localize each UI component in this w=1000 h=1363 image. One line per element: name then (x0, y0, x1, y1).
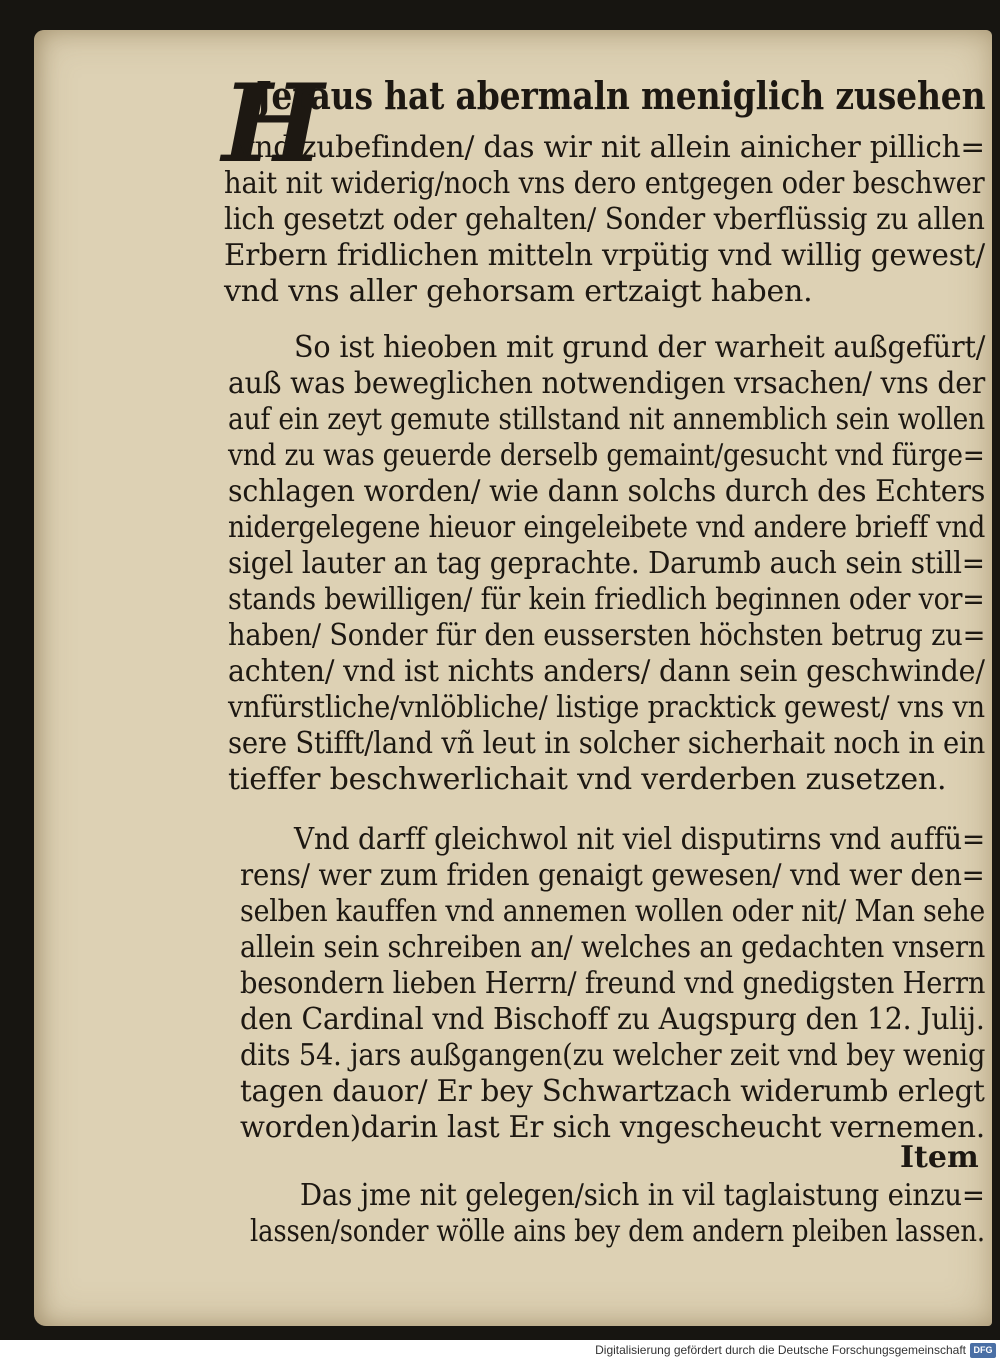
text-line: lich gesetzt oder gehalten/ Sonder vberflüssig zu allen (224, 202, 985, 237)
text-line: besondern lieben Herrn/ freund vnd gnedigsten Herrn (240, 966, 986, 1001)
text-line: dits 54. jars außgangen(zu welcher zeit vnd bey wenig (240, 1038, 986, 1073)
text-line: vnd zu was geuerde derselb gemaint/gesucht vnd fürge= (228, 438, 985, 473)
text-line: So ist hieoben mit grund der warheit außgefürt/ (294, 330, 986, 365)
text-line: vnd vns aller gehorsam ertzaigt haben. (224, 274, 813, 309)
text-line: Erbern fridlichen mitteln vrpütig vnd willig gewest/ (224, 238, 985, 273)
text-line: tagen dauor/ Er bey Schwartzach widerumb erlegt (240, 1074, 985, 1109)
text-line: auß was beweglichen notwendigen vrsachen/ vns der (228, 366, 986, 401)
dfg-logo-icon: DFG (970, 1343, 996, 1358)
text-line: stands bewilligen/ für kein friedlich beginnen oder vor= (228, 582, 985, 617)
text-line: achten/ vnd ist nichts anders/ dann sein geschwinde/ (228, 654, 985, 689)
text-line: Das jme nit gelegen/sich in vil taglaistung einzu= (300, 1178, 985, 1213)
drop-cap: H (222, 61, 325, 187)
footer-bar (0, 1340, 1000, 1363)
text-line: vnfürstliche/vnlöbliche/ listige pracktick gewest/ vns vn (228, 690, 985, 725)
text-line: den Cardinal vnd Bischoff zu Augspurg den 12. Julij. (240, 1002, 985, 1037)
text-line: auf ein zeyt gemute stillstand nit annemblich sein wollen (228, 402, 986, 437)
text-line: lassen/sonder wölle ains bey dem andern pleiben lassen. (250, 1214, 985, 1249)
text-line: haben/ Sonder für den eussersten höchsten betrug zu= (228, 618, 986, 653)
text-line: selben kauffen vnd annemen wollen oder nit/ Man sehe (240, 894, 986, 929)
text-line: tieffer beschwerlichait vnd verderben zusetzen. (228, 762, 947, 797)
text-line: allein sein schreiben an/ welches an gedachten vnsern (240, 930, 986, 965)
text-line: Vnd darff gleichwol nit viel disputirns vnd auffü= (294, 822, 986, 857)
text-line: vnd zubefinden/ das wir nit allein ainicher pillich= (238, 130, 985, 165)
catchword: Item (900, 1140, 979, 1175)
text-line: schlagen worden/ wie dann solchs durch des Echters (228, 474, 986, 509)
text-line: hait nit widerig/noch vns dero entgegen oder beschwer (224, 166, 985, 201)
funding-credit: Digitalisierung gefördert durch die Deutsche Forschungsgemeinschaft (595, 1343, 966, 1357)
text-line: worden)darin last Er sich vngescheucht vernemen. (240, 1110, 985, 1145)
text-line: sere Stifft/land vñ leut in solcher sicherhait noch in ein (228, 726, 986, 761)
text-line: sigel lauter an tag geprachte. Darumb auch sein still= (228, 546, 985, 581)
text-line: nidergelegene hieuor eingeleibete vnd andere brieff vnd (228, 510, 986, 545)
text-line: rens/ wer zum friden genaigt gewesen/ vnd wer den= (240, 858, 985, 893)
text-line: Jeraus hat abermaln meniglich zusehen (256, 73, 986, 118)
